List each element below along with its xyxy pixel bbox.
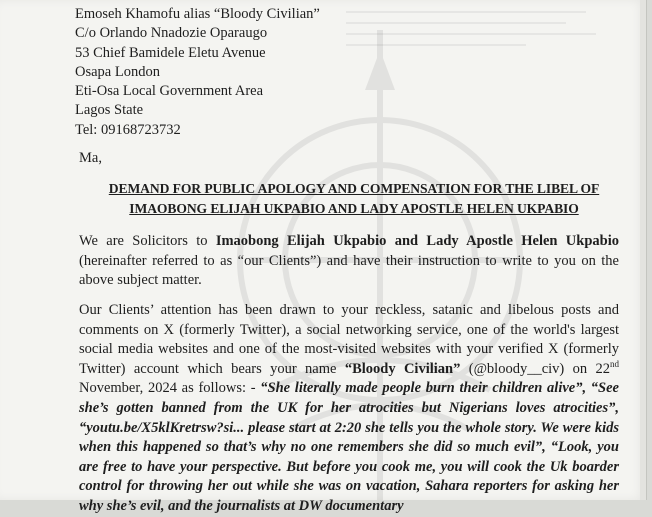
recipient-line: Eti-Osa Local Government Area — [75, 83, 264, 100]
intro-text: We are Solicitors to — [79, 233, 216, 249]
account-name: “Bloody Civilian” — [344, 360, 461, 377]
heading-line-1: DEMAND FOR PUBLIC APOLOGY AND COMPENSATION FOR THE LIBEL OF — [108, 181, 600, 196]
page-edge-shadow — [640, 0, 646, 500]
date-text: November, 2024 as follows: - — [79, 380, 261, 397]
bleed-through-text — [346, 2, 606, 62]
date-ordinal: nd — [610, 358, 619, 369]
quoted-posts: “She literally made people burn their children alive”, “See she’s gotten banned from the UK for her atrocities but Nigerians loves atrocities”, “youtu.be/X5klKretrsw?si... please start at 2:20 she tells you the whole story. We were kids when this happened so that’s why no one remembers she did so much evil”, “Look, you are free to have your perspective. But before you cook me, you will cook the Uk boarder control for throwing her out while she was on vacation, Sahara reporters for asking her why she’s evil, and the journalists at DW documentary — [79, 380, 619, 514]
heading-line-2: IMAOBONG ELIJAH UKPABIO AND LADY APOSTLE HELEN UKPABIO — [129, 200, 579, 216]
paragraph-introduction — [79, 232, 619, 291]
client-names: Imaobong Elijah Ukpabio and Lady Apostle Helen Ukpabio — [215, 233, 619, 249]
recipient-line: 53 Chief Bamidele Eletu Avenue — [75, 44, 266, 61]
paragraph-allegations — [79, 301, 619, 517]
salutation: Ma, — [79, 150, 102, 166]
allegation-text: Our Clients’ attention has been drawn to your reckless, satanic and libelous posts and comments on X (formerly Twitter), a social networking service, one of the world's largest social media websites and one of the most-visited websites with your verified X (formerly Twitter) account which bears your name — [79, 302, 619, 377]
recipient-line: Lagos State — [75, 102, 144, 119]
letter-heading — [84, 179, 624, 218]
recipient-line: Tel: 09168723732 — [75, 121, 181, 138]
recipient-address — [75, 5, 320, 140]
intro-text-end: (hereinafter referred to as “our Clients”) and have their instruction to write to you on the above subject matter. — [79, 252, 619, 289]
account-handle-text: (@bloody__civ) on 22 — [460, 360, 610, 377]
recipient-line: C/o Orlando Nnadozie Oparaugo — [75, 25, 268, 42]
recipient-line: Emoseh Khamofu alias “Bloody Civilian” — [75, 6, 320, 22]
recipient-line: Osapa London — [75, 63, 160, 80]
